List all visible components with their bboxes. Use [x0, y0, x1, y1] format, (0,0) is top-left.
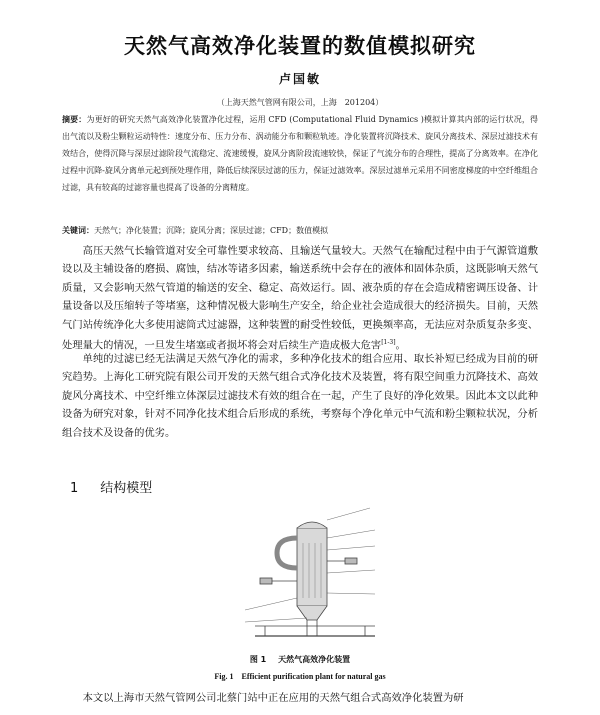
affiliation: （上海天然气管网有限公司，上海 201204） [216, 98, 384, 107]
figure-caption-cn-text: 天然气高效净化装置 [278, 655, 351, 664]
abstract-label: 摘要： [62, 115, 87, 124]
section-title: 结构模型 [100, 481, 153, 496]
abstract [62, 111, 538, 196]
inlet-flange [260, 578, 272, 584]
figure-caption-cn [0, 654, 600, 665]
paper-title: 天然气高效净化装置的数值模拟研究 [124, 34, 476, 58]
citation: [1-3] [381, 339, 396, 347]
section-heading [70, 477, 174, 496]
paragraph-intro-end: 。 [395, 339, 406, 352]
keywords-label: 关键词： [62, 226, 94, 235]
keywords-text: 天然气；净化装置；沉降；旋风分离；深层过滤；CFD；数值模拟 [94, 226, 329, 235]
figure-caption-en [0, 672, 600, 681]
figure-caption-en-text: Efficient purification plant for natural gas [241, 672, 386, 681]
figure-caption-cn-number: 图 1 [249, 655, 267, 664]
paragraph-intro [62, 242, 538, 355]
abstract-text: 为更好的研究天然气高效净化装置净化过程，运用 CFD (Computational Fluid Dynamics )模拟计算其内部的运行状况，得出气流以及粉尘颗粒运动特性：速度分布、压力分布、涡动能分布和颗粒轨迹。净化装置将沉降技术、旋风分离技术、深层过滤技术有效结合，使得沉降与深层过滤阶段气流稳定、流速缓慢，旋风分离阶段流速较快，保证了气流分布的合理性，提高了分离效率。在净化过程中沉降-旋风分离单元起到预处理作用，降低后续深层过滤的压力，保证过滤效率。深层过滤单元采用不同密度梯度的中空纤维组合过滤，具有较高的过滤容量也提高了设备的分离精度。 [62, 115, 539, 192]
figure-caption-en-number: Fig. 1 [214, 672, 234, 681]
outlet-flange [345, 558, 357, 564]
side-pipe [277, 538, 297, 568]
section-number: 1 [70, 481, 79, 496]
figure-purification-plant [215, 498, 395, 653]
vessel-top-cap [297, 522, 327, 528]
author-name: 卢国敏 [278, 72, 321, 86]
keywords [62, 225, 538, 236]
vessel-bottom-cone [297, 606, 327, 620]
paragraph-research: 单纯的过滤已经无法满足天然气净化的需求，多种净化技术的组合应用、取长补短已经成为目前的研究趋势。上海化工研究院有限公司开发的天然气组合式净化技术及装置，将有限空间重力沉降技术、高效旋风分离技术、中空纤维立体深层过滤技术有效的组合在一起，产生了良好的净化效果。因此本文以此种设备为研究对象，针对不同净化技术组合后形成的系统，考察每个净化单元中气流和粉尘颗粒状况，分析组合技术及设备的优劣。 [62, 353, 538, 439]
vessel-body [297, 528, 327, 606]
paragraph-intro-text: 高压天然气长输管道对安全可靠性要求较高、且输送气量较大。天然气在输配过程中由于气源管道敷设以及主辅设备的磨损、腐蚀，结冰等诸多因素，输送系统中会存在的液体和固体杂质，这既影响天然气质量，又会影响天然气管道的输送的安全、稳定、高效运行。固、液杂质的存在会造成精密调压设备、计量设备以及压缩转子等堵塞，这种情况极大影响生产安全，给企业社会造成很大的经济损失。目前，天然气门站传统净化大多使用滤筒式过滤器，这种装置的耐受性较低，更换频率高，无法应对杂质复杂多变、处理量大的情况，一旦发生堵塞或者损坏将会对后续生产造成极大危害 [62, 245, 538, 352]
paragraph-last-line: 本文以上海市天然气管网公司北蔡门站中正在应用的天然气组合式高效净化装置为研 [82, 692, 464, 704]
